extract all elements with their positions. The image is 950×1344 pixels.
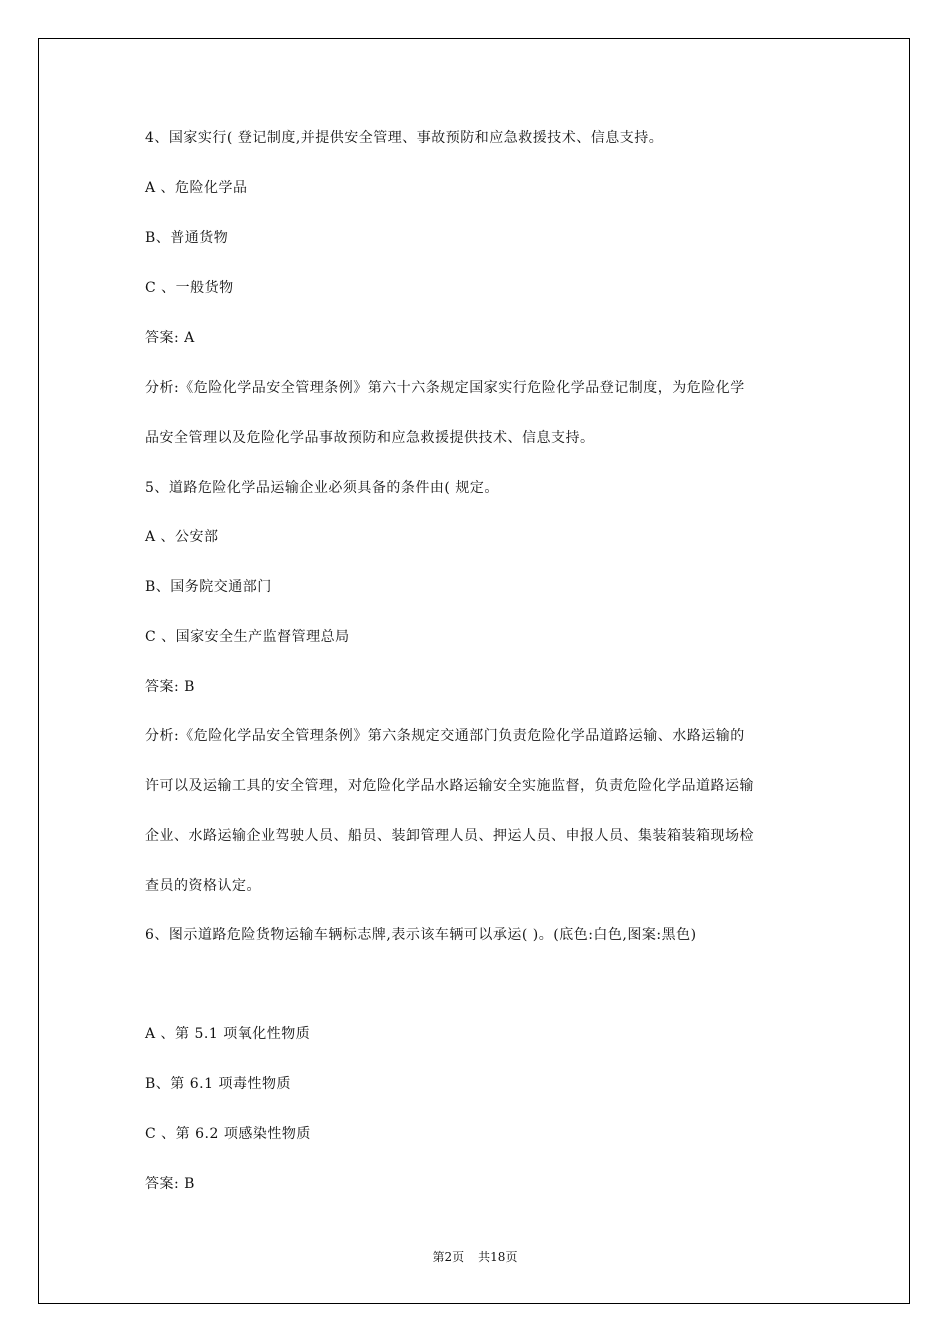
question-5-stem: 5、道路危险化学品运输企业必须具备的条件由( 规定。: [145, 480, 499, 496]
question-5-analysis-line-4: 查员的资格认定。: [145, 878, 261, 894]
question-4-option-c: C 、一般货物: [145, 280, 234, 296]
question-6-stem: 6、图示道路危险货物运输车辆标志牌,表示该车辆可以承运( )。(底色:白色,图案:黑色): [145, 927, 697, 943]
question-5-option-b: B、国务院交通部门: [145, 579, 272, 595]
question-6-option-b: B、第 6.1 项毒性物质: [145, 1076, 291, 1092]
question-4-analysis-line-1: 分析:《危险化学品安全管理条例》第六十六条规定国家实行危险化学品登记制度，为危险化学: [145, 380, 745, 396]
question-5-option-a: A 、公安部: [145, 529, 219, 545]
page-footer: [0, 1249, 950, 1265]
question-5-analysis-line-1: 分析:《危险化学品安全管理条例》第六条规定交通部门负责危险化学品道路运输、水路运输的: [145, 728, 745, 744]
question-6-option-a: A 、第 5.1 项氧化性物质: [145, 1026, 311, 1042]
question-4-analysis-line-2: 品安全管理以及危险化学品事故预防和应急救援提供技术、信息支持。: [145, 430, 595, 446]
question-5-answer: 答案: B: [145, 679, 195, 695]
question-4-option-a: A 、危险化学品: [145, 180, 248, 196]
question-4-answer: 答案: A: [145, 330, 195, 346]
question-6-answer: 答案: B: [145, 1176, 195, 1192]
question-4-stem: 4、国家实行( 登记制度,并提供安全管理、事故预防和应急救援技术、信息支持。: [145, 130, 664, 146]
question-5-analysis-line-3: 企业、水路运输企业驾驶人员、船员、装卸管理人员、押运人员、申报人员、集装箱装箱现场检: [145, 828, 754, 844]
question-4-option-b: B、普通货物: [145, 230, 229, 246]
page-number: 第2页: [432, 1250, 465, 1264]
question-5-analysis-line-2: 许可以及运输工具的安全管理，对危险化学品水路运输安全实施监督，负责危险化学品道路运输: [145, 778, 754, 794]
question-6-option-c: C 、第 6.2 项感染性物质: [145, 1126, 311, 1142]
page-total: 共18页: [478, 1250, 518, 1264]
question-5-option-c: C 、国家安全生产监督管理总局: [145, 629, 350, 645]
